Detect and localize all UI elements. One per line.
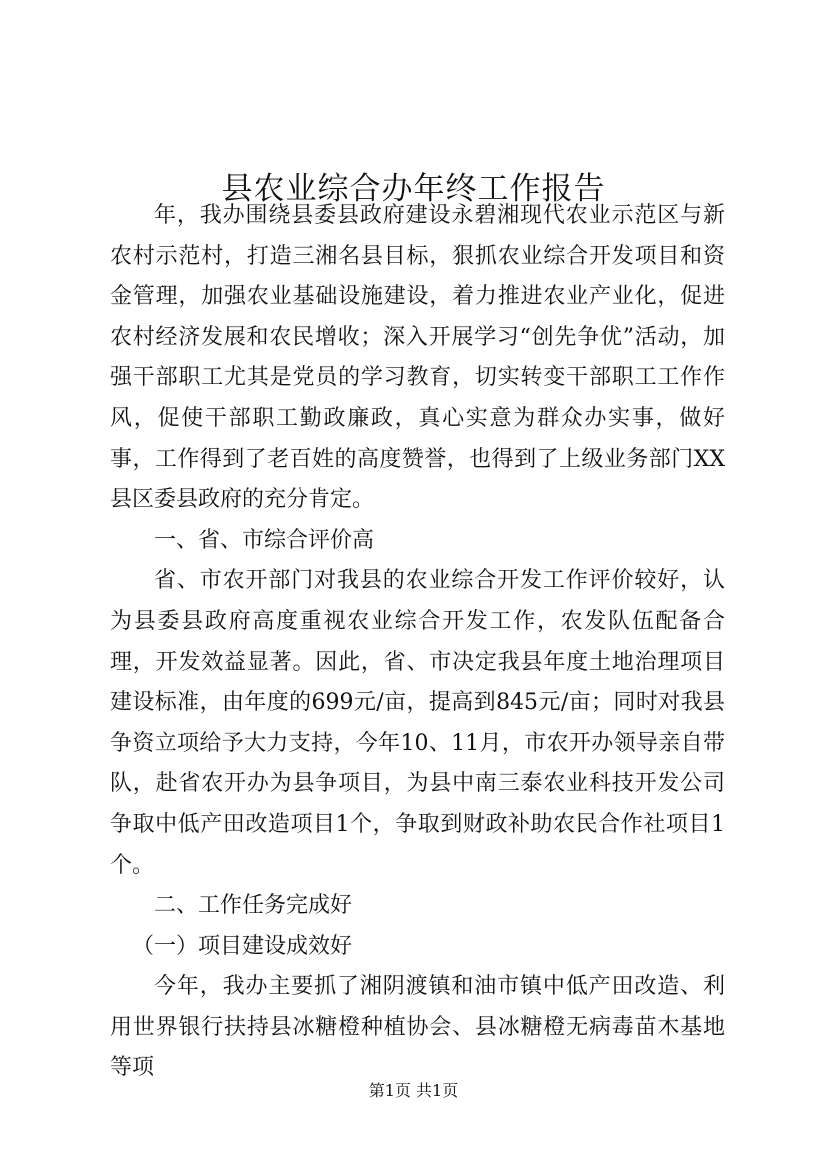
section-1-paragraph: 省、市农开部门对我县的农业综合开发工作评价较好，认为县委县政府高度重视农业综合开发工作，农发队伍配备合理，开发效益显著。因此，省、市决定我县年度土地治理项目建设标准，由年度的699元/亩，提高到845元/亩；同时对我县争资立项给予大力支持，今年10、11月，市农开办领导亲自带队，赴省农开办为县争项目，为县中南三泰农业科技开发公司争取中低产田改造项目1个，争取到财政补助农民合作社项目1个。 [110, 568, 725, 878]
section-2-sub-1-paragraph: 今年，我办主要抓了湘阴渡镇和油市镇中低产田改造、利用世界银行扶持县冰糖橙种植协会、县冰糖橙无病毒苗木基地等项 [110, 974, 725, 1081]
section-1-heading: 一、省、市综合评价高 [154, 527, 375, 553]
section-2-subheading-1: （一）项目建设成效好 [132, 933, 353, 959]
page-footer: 第1页 共1页 [368, 1081, 459, 1100]
intro-paragraph: 年，我办围绕县委县政府建设永碧湘现代农业示范区与新农村示范村，打造三湘名县目标，狠抓农业综合开发项目和资金管理，加强农业基础设施建设，着力推进农业产业化，促进农村经济发展和农民增收；深入开展学习“创先争优”活动，加强干部职工尤其是党员的学习教育，切实转变干部职工工作作风，促使干部职工勤政廉政，真心实意为群众办实事，做好事，工作得到了老百姓的高度赞誉，也得到了上级业务部门XX县区委县政府的充分肯定。 [110, 203, 725, 513]
document-title: 县农业综合办年终工作报告 [221, 170, 606, 207]
document-body [110, 196, 725, 1089]
section-2-heading: 二、工作任务完成好 [154, 893, 353, 919]
